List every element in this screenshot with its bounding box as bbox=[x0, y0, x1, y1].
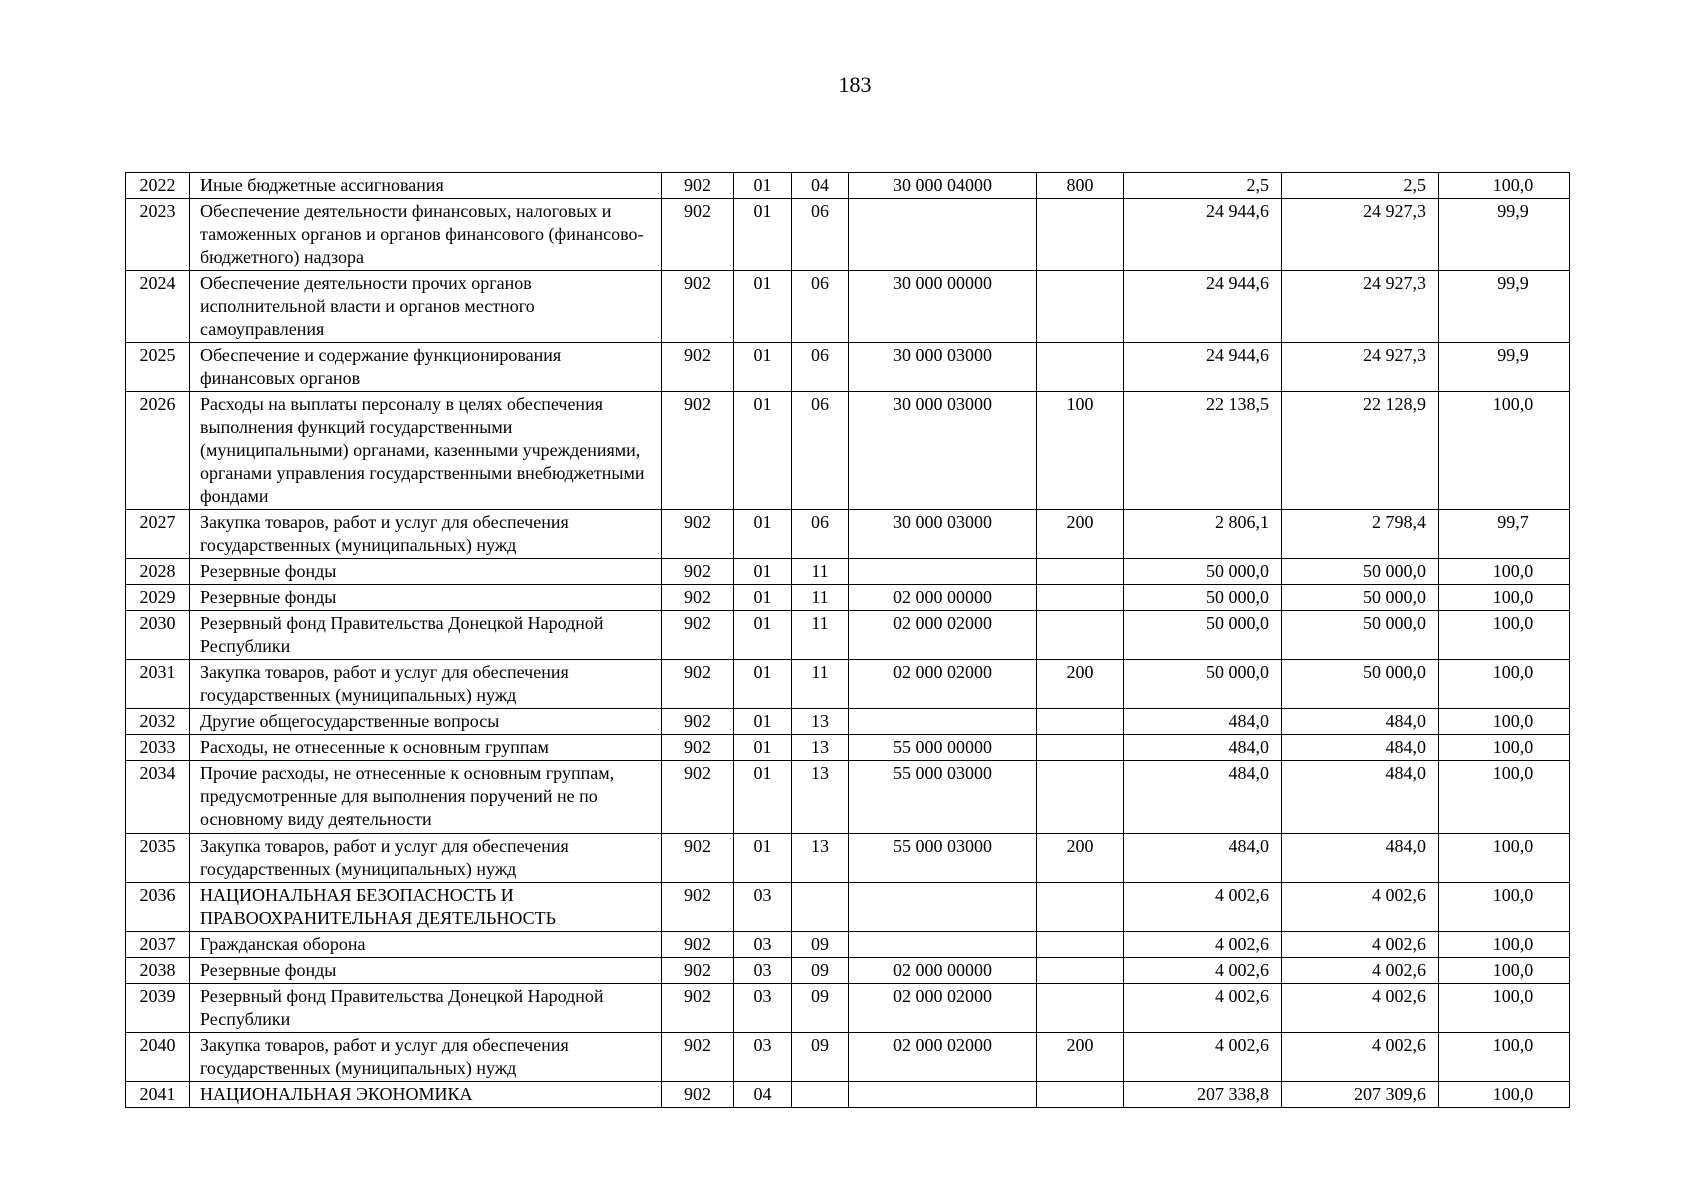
section-code-cell: 03 bbox=[734, 958, 792, 984]
table-row bbox=[126, 559, 1570, 585]
percent-cell: 100,0 bbox=[1439, 1033, 1570, 1082]
subsection-code-cell: 06 bbox=[792, 510, 849, 559]
plan-amount-cell: 4 002,6 bbox=[1124, 958, 1282, 984]
row-number-cell: 2025 bbox=[126, 343, 190, 392]
plan-amount-cell: 4 002,6 bbox=[1124, 883, 1282, 932]
table-row bbox=[126, 761, 1570, 834]
page-number: 183 bbox=[838, 72, 872, 97]
section-code-cell: 01 bbox=[734, 761, 792, 834]
row-number-cell: 2024 bbox=[126, 271, 190, 343]
percent-cell: 100,0 bbox=[1439, 559, 1570, 585]
ved-code-cell: 902 bbox=[662, 660, 734, 709]
table-row bbox=[126, 958, 1570, 984]
ved-code-cell: 902 bbox=[662, 559, 734, 585]
plan-amount-cell: 24 944,6 bbox=[1124, 199, 1282, 271]
ved-code-cell: 902 bbox=[662, 1082, 734, 1108]
actual-amount-cell: 22 128,9 bbox=[1282, 392, 1439, 510]
percent-cell: 100,0 bbox=[1439, 932, 1570, 958]
section-code-cell: 03 bbox=[734, 1033, 792, 1082]
table-row bbox=[126, 343, 1570, 392]
target-article-cell: 55 000 03000 bbox=[849, 761, 1037, 834]
target-article-cell: 55 000 00000 bbox=[849, 735, 1037, 761]
expense-type-cell bbox=[1037, 611, 1124, 660]
actual-amount-cell: 50 000,0 bbox=[1282, 585, 1439, 611]
subsection-code-cell: 06 bbox=[792, 343, 849, 392]
plan-amount-cell: 4 002,6 bbox=[1124, 932, 1282, 958]
ved-code-cell: 902 bbox=[662, 932, 734, 958]
row-name-cell: Резервные фонды bbox=[190, 559, 662, 585]
table-row bbox=[126, 199, 1570, 271]
target-article-cell: 30 000 03000 bbox=[849, 343, 1037, 392]
expense-type-cell bbox=[1037, 585, 1124, 611]
subsection-code-cell: 13 bbox=[792, 735, 849, 761]
table-row bbox=[126, 984, 1570, 1033]
section-code-cell: 03 bbox=[734, 883, 792, 932]
target-article-cell bbox=[849, 709, 1037, 735]
row-number-cell: 2022 bbox=[126, 173, 190, 199]
target-article-cell: 02 000 00000 bbox=[849, 958, 1037, 984]
section-code-cell: 01 bbox=[734, 735, 792, 761]
percent-cell: 100,0 bbox=[1439, 709, 1570, 735]
row-name-cell: Гражданская оборона bbox=[190, 932, 662, 958]
expense-type-cell: 200 bbox=[1037, 510, 1124, 559]
expense-type-cell bbox=[1037, 761, 1124, 834]
subsection-code-cell: 13 bbox=[792, 761, 849, 834]
ved-code-cell: 902 bbox=[662, 343, 734, 392]
section-code-cell: 01 bbox=[734, 271, 792, 343]
table-row bbox=[126, 883, 1570, 932]
target-article-cell bbox=[849, 1082, 1037, 1108]
subsection-code-cell: 09 bbox=[792, 958, 849, 984]
percent-cell: 100,0 bbox=[1439, 392, 1570, 510]
table-row bbox=[126, 834, 1570, 883]
actual-amount-cell: 50 000,0 bbox=[1282, 611, 1439, 660]
subsection-code-cell: 09 bbox=[792, 1033, 849, 1082]
actual-amount-cell: 24 927,3 bbox=[1282, 199, 1439, 271]
actual-amount-cell: 24 927,3 bbox=[1282, 343, 1439, 392]
expense-type-cell: 200 bbox=[1037, 834, 1124, 883]
subsection-code-cell bbox=[792, 1082, 849, 1108]
table-row bbox=[126, 510, 1570, 559]
row-name-cell: Закупка товаров, работ и услуг для обеспечения государственных (муниципальных) нужд bbox=[190, 510, 662, 559]
percent-cell: 100,0 bbox=[1439, 958, 1570, 984]
subsection-code-cell bbox=[792, 883, 849, 932]
row-number-cell: 2037 bbox=[126, 932, 190, 958]
row-number-cell: 2041 bbox=[126, 1082, 190, 1108]
row-name-cell: Закупка товаров, работ и услуг для обеспечения государственных (муниципальных) нужд bbox=[190, 1033, 662, 1082]
section-code-cell: 01 bbox=[734, 510, 792, 559]
plan-amount-cell: 4 002,6 bbox=[1124, 984, 1282, 1033]
ved-code-cell: 902 bbox=[662, 735, 734, 761]
target-article-cell bbox=[849, 932, 1037, 958]
plan-amount-cell: 2,5 bbox=[1124, 173, 1282, 199]
plan-amount-cell: 22 138,5 bbox=[1124, 392, 1282, 510]
section-code-cell: 03 bbox=[734, 984, 792, 1033]
row-number-cell: 2038 bbox=[126, 958, 190, 984]
row-name-cell: НАЦИОНАЛЬНАЯ ЭКОНОМИКА bbox=[190, 1082, 662, 1108]
expense-type-cell: 800 bbox=[1037, 173, 1124, 199]
actual-amount-cell: 50 000,0 bbox=[1282, 660, 1439, 709]
table-row bbox=[126, 271, 1570, 343]
row-name-cell: Иные бюджетные ассигнования bbox=[190, 173, 662, 199]
expense-type-cell bbox=[1037, 709, 1124, 735]
row-name-cell: Расходы, не отнесенные к основным группам bbox=[190, 735, 662, 761]
row-number-cell: 2029 bbox=[126, 585, 190, 611]
ved-code-cell: 902 bbox=[662, 271, 734, 343]
percent-cell: 100,0 bbox=[1439, 173, 1570, 199]
section-code-cell: 01 bbox=[734, 834, 792, 883]
section-code-cell: 01 bbox=[734, 392, 792, 510]
subsection-code-cell: 13 bbox=[792, 709, 849, 735]
table-row bbox=[126, 173, 1570, 199]
expense-type-cell bbox=[1037, 1082, 1124, 1108]
actual-amount-cell: 484,0 bbox=[1282, 709, 1439, 735]
expense-type-cell bbox=[1037, 932, 1124, 958]
expense-type-cell: 100 bbox=[1037, 392, 1124, 510]
row-number-cell: 2028 bbox=[126, 559, 190, 585]
percent-cell: 100,0 bbox=[1439, 834, 1570, 883]
row-name-cell: НАЦИОНАЛЬНАЯ БЕЗОПАСНОСТЬ И ПРАВООХРАНИТЕЛЬНАЯ ДЕЯТЕЛЬНОСТЬ bbox=[190, 883, 662, 932]
row-number-cell: 2034 bbox=[126, 761, 190, 834]
row-number-cell: 2031 bbox=[126, 660, 190, 709]
table-row bbox=[126, 932, 1570, 958]
section-code-cell: 01 bbox=[734, 709, 792, 735]
ved-code-cell: 902 bbox=[662, 173, 734, 199]
row-name-cell: Обеспечение деятельности финансовых, налоговых и таможенных органов и органов финансового (финансово-бюджетного) надзора bbox=[190, 199, 662, 271]
budget-table-body bbox=[126, 173, 1570, 1108]
percent-cell: 100,0 bbox=[1439, 660, 1570, 709]
target-article-cell: 02 000 02000 bbox=[849, 984, 1037, 1033]
table-row bbox=[126, 660, 1570, 709]
percent-cell: 99,9 bbox=[1439, 271, 1570, 343]
ved-code-cell: 902 bbox=[662, 834, 734, 883]
table-row bbox=[126, 392, 1570, 510]
target-article-cell: 55 000 03000 bbox=[849, 834, 1037, 883]
row-name-cell: Закупка товаров, работ и услуг для обеспечения государственных (муниципальных) нужд bbox=[190, 660, 662, 709]
table-row bbox=[126, 611, 1570, 660]
row-name-cell: Закупка товаров, работ и услуг для обеспечения государственных (муниципальных) нужд bbox=[190, 834, 662, 883]
ved-code-cell: 902 bbox=[662, 709, 734, 735]
row-number-cell: 2035 bbox=[126, 834, 190, 883]
plan-amount-cell: 50 000,0 bbox=[1124, 660, 1282, 709]
subsection-code-cell: 06 bbox=[792, 392, 849, 510]
subsection-code-cell: 09 bbox=[792, 984, 849, 1033]
target-article-cell: 02 000 02000 bbox=[849, 1033, 1037, 1082]
expense-type-cell bbox=[1037, 343, 1124, 392]
percent-cell: 99,9 bbox=[1439, 343, 1570, 392]
section-code-cell: 01 bbox=[734, 173, 792, 199]
target-article-cell: 30 000 04000 bbox=[849, 173, 1037, 199]
ved-code-cell: 902 bbox=[662, 611, 734, 660]
ved-code-cell: 902 bbox=[662, 1033, 734, 1082]
plan-amount-cell: 484,0 bbox=[1124, 735, 1282, 761]
plan-amount-cell: 24 944,6 bbox=[1124, 271, 1282, 343]
actual-amount-cell: 484,0 bbox=[1282, 735, 1439, 761]
target-article-cell: 02 000 02000 bbox=[849, 660, 1037, 709]
section-code-cell: 01 bbox=[734, 559, 792, 585]
table-row bbox=[126, 1082, 1570, 1108]
plan-amount-cell: 4 002,6 bbox=[1124, 1033, 1282, 1082]
target-article-cell: 02 000 02000 bbox=[849, 611, 1037, 660]
row-name-cell: Обеспечение и содержание функционирования финансовых органов bbox=[190, 343, 662, 392]
row-number-cell: 2032 bbox=[126, 709, 190, 735]
expense-type-cell bbox=[1037, 199, 1124, 271]
ved-code-cell: 902 bbox=[662, 392, 734, 510]
actual-amount-cell: 2 798,4 bbox=[1282, 510, 1439, 559]
expense-type-cell bbox=[1037, 984, 1124, 1033]
plan-amount-cell: 484,0 bbox=[1124, 709, 1282, 735]
row-name-cell: Резервный фонд Правительства Донецкой Народной Республики bbox=[190, 984, 662, 1033]
expense-type-cell bbox=[1037, 735, 1124, 761]
table-row bbox=[126, 585, 1570, 611]
budget-table bbox=[125, 172, 1570, 1108]
plan-amount-cell: 24 944,6 bbox=[1124, 343, 1282, 392]
table-row bbox=[126, 1033, 1570, 1082]
row-name-cell: Прочие расходы, не отнесенные к основным группам, предусмотренные для выполнения поручений не по основному виду деятельности bbox=[190, 761, 662, 834]
expense-type-cell bbox=[1037, 883, 1124, 932]
section-code-cell: 01 bbox=[734, 343, 792, 392]
expense-type-cell bbox=[1037, 271, 1124, 343]
actual-amount-cell: 24 927,3 bbox=[1282, 271, 1439, 343]
ved-code-cell: 902 bbox=[662, 958, 734, 984]
plan-amount-cell: 207 338,8 bbox=[1124, 1082, 1282, 1108]
row-number-cell: 2023 bbox=[126, 199, 190, 271]
section-code-cell: 01 bbox=[734, 660, 792, 709]
row-name-cell: Обеспечение деятельности прочих органов исполнительной власти и органов местного самоуправления bbox=[190, 271, 662, 343]
expense-type-cell bbox=[1037, 559, 1124, 585]
target-article-cell: 30 000 03000 bbox=[849, 510, 1037, 559]
actual-amount-cell: 4 002,6 bbox=[1282, 958, 1439, 984]
subsection-code-cell: 06 bbox=[792, 199, 849, 271]
table-row bbox=[126, 709, 1570, 735]
expense-type-cell bbox=[1037, 958, 1124, 984]
plan-amount-cell: 50 000,0 bbox=[1124, 585, 1282, 611]
actual-amount-cell: 2,5 bbox=[1282, 173, 1439, 199]
actual-amount-cell: 4 002,6 bbox=[1282, 984, 1439, 1033]
ved-code-cell: 902 bbox=[662, 761, 734, 834]
ved-code-cell: 902 bbox=[662, 585, 734, 611]
plan-amount-cell: 2 806,1 bbox=[1124, 510, 1282, 559]
row-number-cell: 2030 bbox=[126, 611, 190, 660]
percent-cell: 100,0 bbox=[1439, 1082, 1570, 1108]
actual-amount-cell: 484,0 bbox=[1282, 761, 1439, 834]
plan-amount-cell: 50 000,0 bbox=[1124, 559, 1282, 585]
section-code-cell: 01 bbox=[734, 585, 792, 611]
table-row bbox=[126, 735, 1570, 761]
row-number-cell: 2033 bbox=[126, 735, 190, 761]
plan-amount-cell: 484,0 bbox=[1124, 761, 1282, 834]
percent-cell: 100,0 bbox=[1439, 611, 1570, 660]
section-code-cell: 03 bbox=[734, 932, 792, 958]
ved-code-cell: 902 bbox=[662, 984, 734, 1033]
subsection-code-cell: 11 bbox=[792, 559, 849, 585]
percent-cell: 100,0 bbox=[1439, 761, 1570, 834]
section-code-cell: 01 bbox=[734, 199, 792, 271]
actual-amount-cell: 50 000,0 bbox=[1282, 559, 1439, 585]
section-code-cell: 01 bbox=[734, 611, 792, 660]
row-name-cell: Другие общегосударственные вопросы bbox=[190, 709, 662, 735]
percent-cell: 100,0 bbox=[1439, 883, 1570, 932]
row-name-cell: Резервные фонды bbox=[190, 958, 662, 984]
actual-amount-cell: 4 002,6 bbox=[1282, 932, 1439, 958]
ved-code-cell: 902 bbox=[662, 199, 734, 271]
target-article-cell bbox=[849, 559, 1037, 585]
row-number-cell: 2027 bbox=[126, 510, 190, 559]
row-number-cell: 2039 bbox=[126, 984, 190, 1033]
subsection-code-cell: 11 bbox=[792, 660, 849, 709]
subsection-code-cell: 09 bbox=[792, 932, 849, 958]
subsection-code-cell: 11 bbox=[792, 611, 849, 660]
actual-amount-cell: 4 002,6 bbox=[1282, 1033, 1439, 1082]
expense-type-cell: 200 bbox=[1037, 660, 1124, 709]
row-name-cell: Расходы на выплаты персоналу в целях обеспечения выполнения функций государственными (муниципальными) органами, казенными учреждениями, органами управления государственными внебюджетными фондами bbox=[190, 392, 662, 510]
target-article-cell: 30 000 03000 bbox=[849, 392, 1037, 510]
percent-cell: 100,0 bbox=[1439, 984, 1570, 1033]
subsection-code-cell: 06 bbox=[792, 271, 849, 343]
row-name-cell: Резервный фонд Правительства Донецкой Народной Республики bbox=[190, 611, 662, 660]
target-article-cell bbox=[849, 883, 1037, 932]
expense-type-cell: 200 bbox=[1037, 1033, 1124, 1082]
target-article-cell: 02 000 00000 bbox=[849, 585, 1037, 611]
actual-amount-cell: 484,0 bbox=[1282, 834, 1439, 883]
ved-code-cell: 902 bbox=[662, 883, 734, 932]
row-number-cell: 2036 bbox=[126, 883, 190, 932]
percent-cell: 99,7 bbox=[1439, 510, 1570, 559]
subsection-code-cell: 11 bbox=[792, 585, 849, 611]
row-name-cell: Резервные фонды bbox=[190, 585, 662, 611]
subsection-code-cell: 04 bbox=[792, 173, 849, 199]
actual-amount-cell: 207 309,6 bbox=[1282, 1082, 1439, 1108]
percent-cell: 100,0 bbox=[1439, 585, 1570, 611]
target-article-cell bbox=[849, 199, 1037, 271]
plan-amount-cell: 50 000,0 bbox=[1124, 611, 1282, 660]
percent-cell: 100,0 bbox=[1439, 735, 1570, 761]
section-code-cell: 04 bbox=[734, 1082, 792, 1108]
actual-amount-cell: 4 002,6 bbox=[1282, 883, 1439, 932]
percent-cell: 99,9 bbox=[1439, 199, 1570, 271]
row-number-cell: 2040 bbox=[126, 1033, 190, 1082]
plan-amount-cell: 484,0 bbox=[1124, 834, 1282, 883]
target-article-cell: 30 000 00000 bbox=[849, 271, 1037, 343]
row-number-cell: 2026 bbox=[126, 392, 190, 510]
subsection-code-cell: 13 bbox=[792, 834, 849, 883]
ved-code-cell: 902 bbox=[662, 510, 734, 559]
